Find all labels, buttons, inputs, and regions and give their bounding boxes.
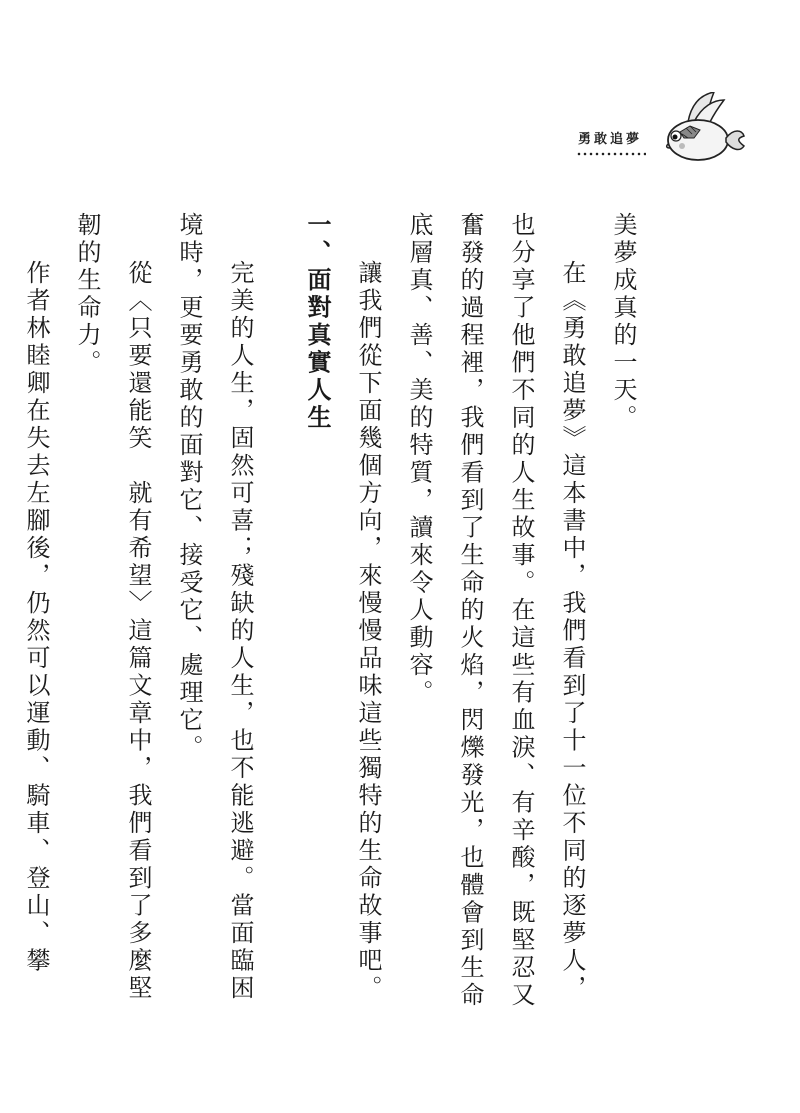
running-header <box>560 92 760 172</box>
paragraph: 作者林睦卿在失去左腳後，仍然可以運動、騎車、登山、攀 <box>22 260 50 975</box>
paragraph: 在《勇敢追夢》這本書中，我們看到了十一位不同的逐夢人，也分享了他們不同的人生故事。在這些有血淚、有辛酸，既堅忍又奮發的過程裡，我們看到了生命的火焰，閃爍發光，也體會到生命底層真、善、美的特質，讀來令人動容。 <box>405 212 586 1010</box>
paragraph: 讓我們從下面幾個方向，來慢慢品味這些獨特的生命故事吧。 <box>354 260 382 1003</box>
header-dotted-rule <box>576 152 646 156</box>
paragraph-continued: 美夢成真的一天。 <box>609 212 637 432</box>
header-title: 勇敢追夢 <box>578 132 643 147</box>
paragraph: 從〈只要還能笑 就有希望〉這篇文章中，我們看到了多麼堅韌的生命力。 <box>73 212 152 1003</box>
section-heading: 一、面對真實人生 <box>303 212 331 432</box>
vertical-body-text <box>22 212 648 1012</box>
paragraph: 完美的人生，固然可喜；殘缺的人生，也不能逃避。當面臨困境時，更要勇敢的面對它、接受它、處理它。 <box>175 212 254 1003</box>
winged-fish-icon <box>658 92 746 168</box>
